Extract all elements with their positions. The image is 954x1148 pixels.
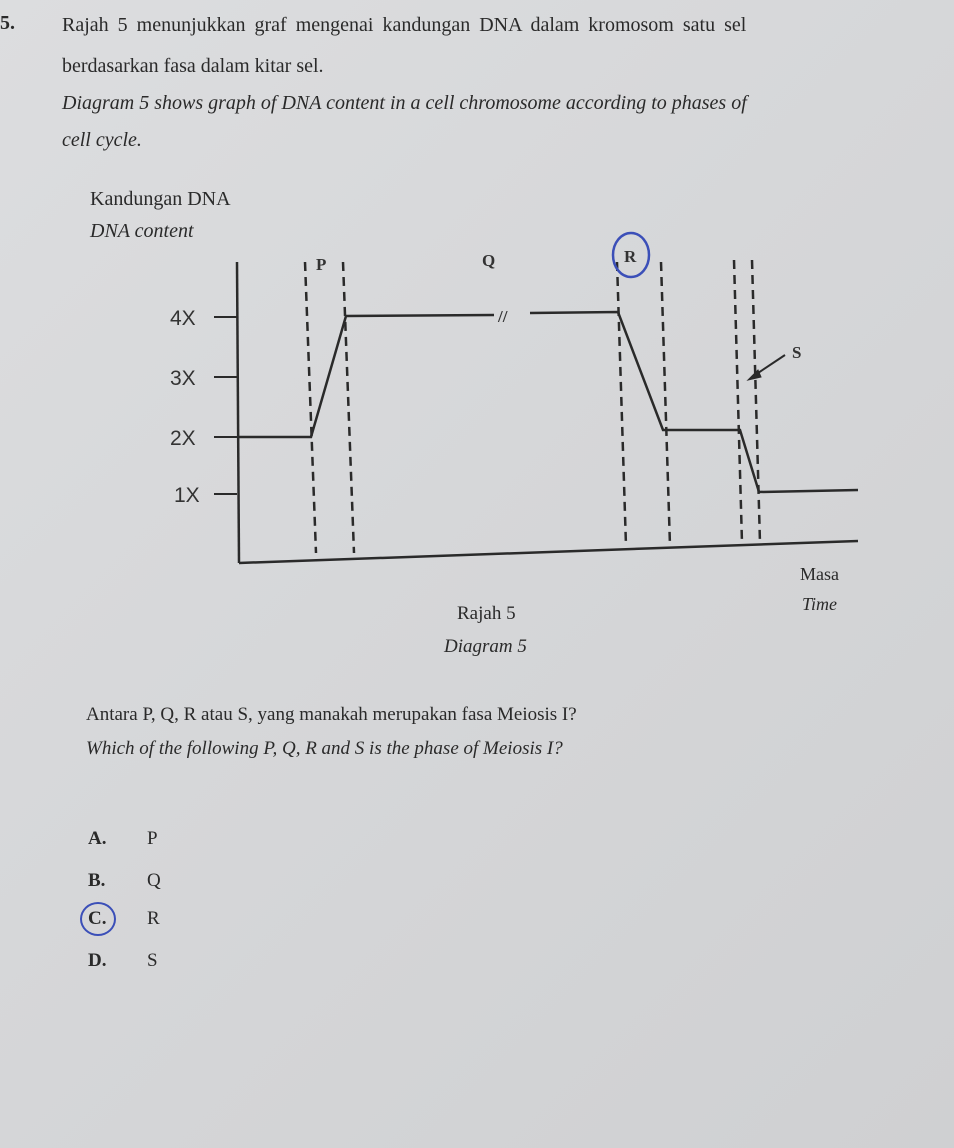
- dna-curve-part2: [530, 312, 858, 492]
- phase-label-q: Q: [482, 251, 496, 270]
- option-letter: C.: [88, 908, 107, 929]
- prompt-en: Which of the following P, Q, R and S is the phase of Meiosis I?: [86, 738, 563, 759]
- diagram-caption-en: Diagram 5: [444, 636, 527, 657]
- option-value: S: [147, 950, 158, 971]
- y-axis-label-en: DNA content: [90, 220, 194, 242]
- x-axis-label-en: Time: [802, 594, 838, 614]
- question-number: 5.: [0, 12, 15, 34]
- boundary-p-left: [305, 262, 316, 553]
- boundary-r-left: [617, 262, 626, 546]
- axis-break-mark: //: [498, 307, 508, 326]
- question-text-en-2: cell cycle.: [62, 129, 142, 151]
- question-text-en-1: Diagram 5 shows graph of DNA content in a cell chromosome according to phases of: [62, 92, 747, 114]
- question-text-ms-2: berdasarkan fasa dalam kitar sel.: [62, 55, 324, 77]
- x-axis: [239, 541, 858, 563]
- boundary-p-right: [343, 262, 354, 553]
- boundary-r-right: [661, 262, 670, 546]
- option-letter: B.: [88, 870, 106, 891]
- boundary-s-left: [734, 260, 742, 543]
- x-axis-label-ms: Masa: [800, 564, 839, 584]
- prompt-ms: Antara P, Q, R atau S, yang manakah merupakan fasa Meiosis I?: [86, 704, 577, 725]
- question-text-ms-1: Rajah 5 menunjukkan graf mengenai kandungan DNA dalam kromosom satu sel: [62, 14, 747, 36]
- phase-label-s: S: [792, 343, 802, 362]
- y-tick-label-2x: 2X: [170, 427, 196, 450]
- boundary-s-right: [752, 260, 760, 543]
- option-letter: D.: [88, 950, 107, 971]
- option-letter: A.: [88, 828, 107, 849]
- phase-label-r: R: [624, 247, 637, 266]
- option-value: Q: [147, 870, 161, 891]
- y-axis-label-ms: Kandungan DNA: [90, 188, 231, 210]
- y-tick-label-1x: 1X: [174, 484, 200, 507]
- y-axis: [237, 262, 239, 563]
- y-tick-label-3x: 3X: [170, 367, 196, 390]
- diagram-caption-ms: Rajah 5: [457, 603, 516, 624]
- phase-label-p: P: [316, 255, 327, 274]
- dna-curve-part1: [237, 315, 494, 437]
- option-value: R: [147, 908, 160, 929]
- option-value: P: [147, 828, 158, 849]
- y-tick-label-4x: 4X: [170, 307, 196, 330]
